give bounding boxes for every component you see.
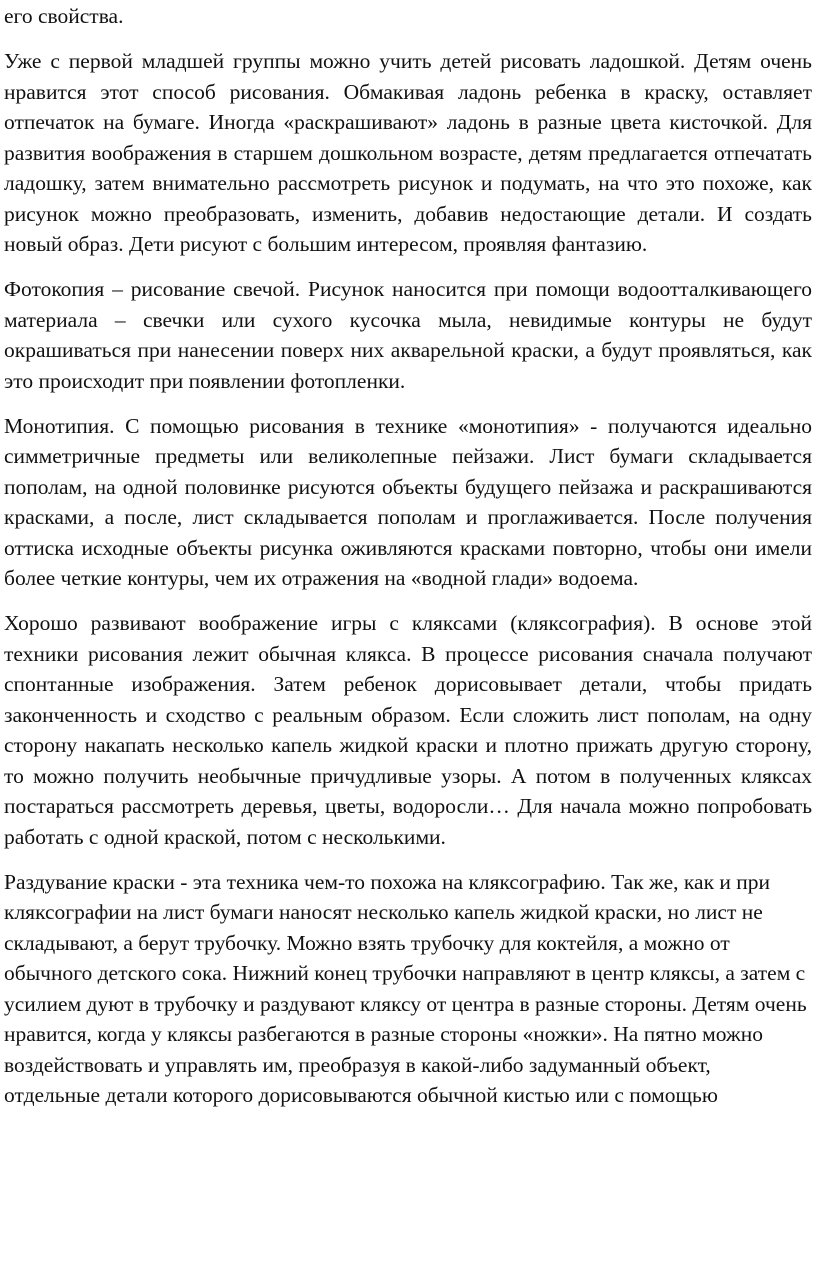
paragraph-gap	[4, 32, 812, 47]
paragraph-candle-drawing: Фотокопия – рисование свечой. Рисунок наносится при помощи водоотталкивающего материала – свечки или сухого кусочка мыла, невидимые контуры не будут окрашиваться при нанесении поверх них акварельной краски, а будут проявляться, как это происходит при появлении фотопленки.	[4, 277, 812, 393]
paragraph-continuation: его свойства.	[4, 4, 124, 28]
paragraph-gap	[4, 594, 812, 609]
paragraph-handprint-drawing: Уже с первой младшей группы можно учить детей рисовать ладошкой. Детям очень нравится этот способ рисования. Обмакивая ладонь ребенка в краску, оставляет отпечаток на бумаге. Иногда «раскрашивают» ладонь в разные цвета кисточкой. Для развития воображения в старшем дошкольном возрасте, детям предлагается отпечатать ладошку, затем внимательно рассмотреть рисунок и подумать, на что это похоже, как рисунок можно преобразовать, изменить, добавив недостающие детали. И создать новый образ. Дети рисуют с большим интересом, проявляя фантазию.	[4, 49, 812, 256]
document-page	[4, 0, 812, 1268]
paragraph-monotype: Монотипия. С помощью рисования в технике «монотипия» - получаются идеально симметричные предметы или великолепные пейзажи. Лист бумаги складывается пополам, на одной половинке рисуются объекты будущего пейзажа и раскрашиваются красками, а после, лист складывается пополам и проглаживается. После получения оттиска исходные объекты рисунка оживляются красками повторно, чтобы они имели более четкие контуры, чем их отражения на «водной глади» водоема.	[4, 413, 812, 590]
paragraph-gap	[4, 852, 812, 867]
paragraph-gap	[4, 260, 812, 275]
paragraph-blot-drawing: Хорошо развивают воображение игры с кляксами (кляксография). В основе этой техники рисования лежит обычная клякса. В процессе рисования сначала получают спонтанные изображения. Затем ребенок дорисовывает детали, чтобы придать законченность и сходство с реальным образом. Если сложить лист пополам, на одну сторону накапать несколько капель жидкой краски и плотно прижать другую сторону, то можно получить необычные причудливые узоры. А потом в полученных кляксах постараться рассмотреть деревья, цветы, водоросли… Для начала можно попробовать работать с одной краской, потом с несколькими.	[4, 611, 812, 849]
paragraph-gap	[4, 396, 812, 411]
paragraph-paint-blowing: Раздувание краски - эта техника чем-то похожа на кляксографию. Так же, как и при кляксографии на лист бумаги наносят несколько капель жидкой краски, но лист не складывают, а берут трубочку. Можно взять трубочку для коктейля, а можно от обычного детского сока. Нижний конец трубочки направляют в центр кляксы, а затем с усилием дуют в трубочку и раздувают кляксу от центра в разные стороны. Детям очень нравится, когда у кляксы разбегаются в разные стороны «ножки». На пятно можно воздействовать и управлять им, преобразуя в какой-либо задуманный объект, отдельные детали которого дорисовываются обычной кистью или с помощью	[4, 869, 807, 1107]
